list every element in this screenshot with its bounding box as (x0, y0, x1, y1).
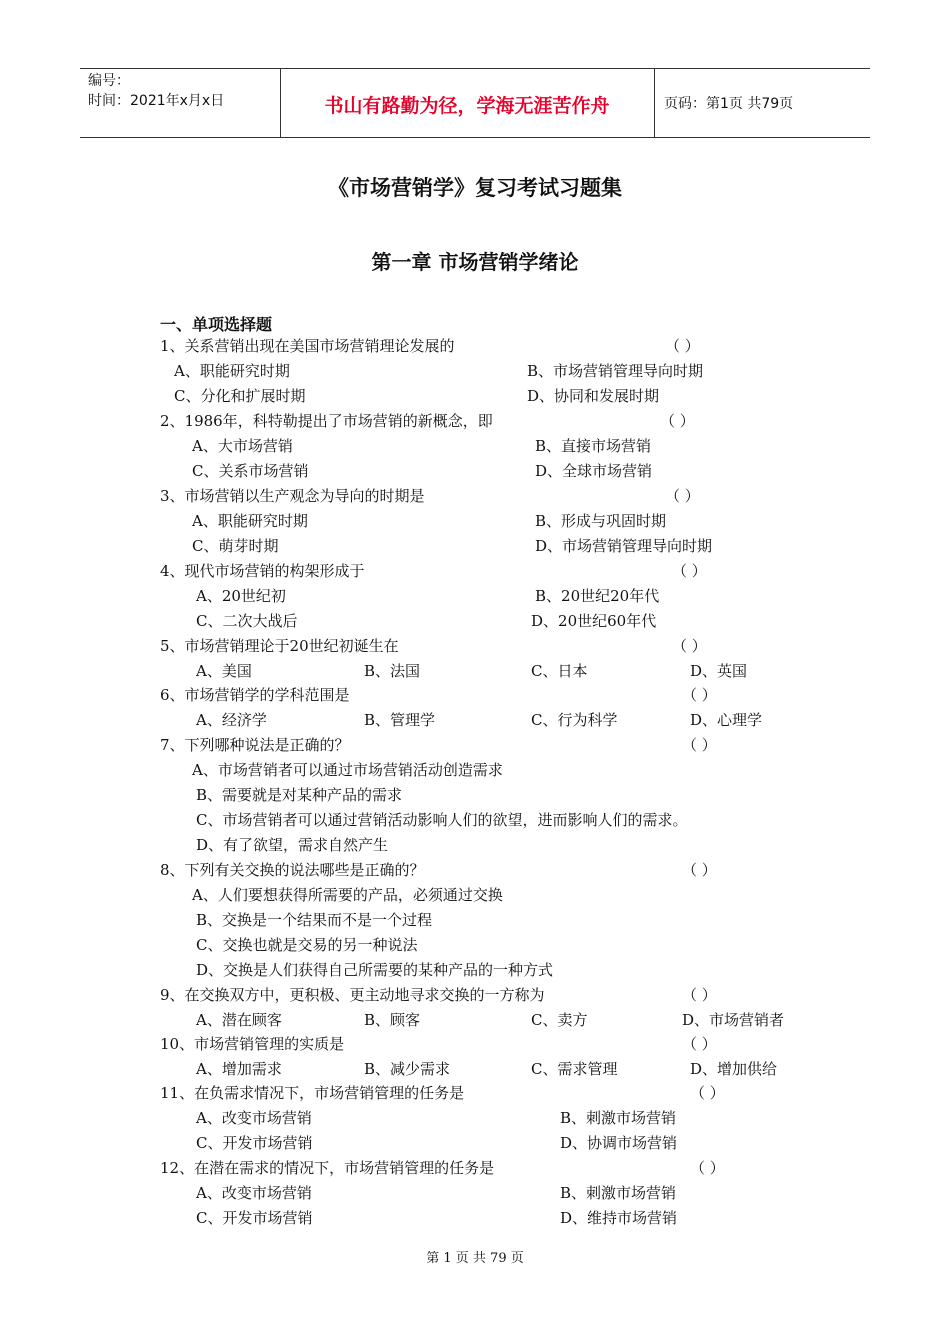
question-stem: 10、市场营销管理的实质是 (160, 1035, 345, 1053)
option: A、美国 (196, 662, 252, 680)
serial-label: 编号： (88, 73, 130, 89)
question-stem: 3、市场营销以生产观念为导向的时期是 (160, 487, 425, 505)
option: B、减少需求 (364, 1060, 451, 1078)
option: D、维持市场营销 (560, 1209, 678, 1227)
option: A、改变市场营销 (196, 1184, 312, 1202)
question-stem: 1、关系营销出现在美国市场营销理论发展的 (160, 337, 455, 355)
option: A、职能研究时期 (192, 512, 308, 530)
page-header-table (80, 68, 870, 138)
option: C、二次大战后 (196, 612, 298, 630)
option: A、改变市场营销 (196, 1109, 312, 1127)
option: A、20世纪初 (196, 587, 286, 605)
option: C、行为科学 (531, 711, 618, 729)
option: C、需求管理 (531, 1060, 618, 1078)
question-stem: 8、下列有关交换的说法哪些是正确的？ (160, 861, 425, 879)
option: D、全球市场营销 (535, 462, 653, 480)
answer-paren: （ ） (672, 637, 707, 655)
answer-paren: （ ） (672, 562, 707, 580)
option: C、交换也就是交易的另一种说法 (196, 936, 418, 954)
answer-paren: （ ） (682, 1035, 717, 1053)
answer-paren: （ ） (665, 337, 700, 355)
question-stem: 7、下列哪种说法是正确的？ (160, 736, 350, 754)
option: D、协调市场营销 (560, 1134, 678, 1152)
option: A、大市场营销 (192, 437, 293, 455)
answer-paren: （ ） (682, 736, 717, 754)
option: C、萌芽时期 (192, 537, 279, 555)
question-stem: 4、现代市场营销的构架形成于 (160, 562, 365, 580)
header-left-cell (88, 71, 224, 111)
header-motto: 书山有路勤为径，学海无涯苦作舟 (324, 95, 610, 117)
option: B、刺激市场营销 (560, 1184, 677, 1202)
option: D、市场营销者 (682, 1011, 785, 1029)
option: C、卖方 (531, 1011, 588, 1029)
option: B、形成与巩固时期 (535, 512, 667, 530)
answer-paren: （ ） (660, 412, 695, 430)
answer-paren: （ ） (690, 1084, 725, 1102)
option: C、关系市场营销 (192, 462, 309, 480)
option: D、英国 (690, 662, 748, 680)
option: C、日本 (531, 662, 588, 680)
answer-paren: （ ） (682, 986, 717, 1004)
option: A、职能研究时期 (174, 362, 290, 380)
question-stem: 11、在负需求情况下，市场营销管理的任务是 (160, 1084, 465, 1102)
header-divider (280, 69, 281, 137)
question-stem: 6、市场营销学的学科范围是 (160, 686, 350, 704)
option: A、增加需求 (196, 1060, 282, 1078)
option: B、20世纪20年代 (535, 587, 660, 605)
option: B、交换是一个结果而不是一个过程 (196, 911, 433, 929)
option: A、人们要想获得所需要的产品，必须通过交换 (192, 886, 503, 904)
option: C、市场营销者可以通过营销活动影响人们的欲望，进而影响人们的需求。 (196, 811, 688, 829)
option: C、开发市场营销 (196, 1134, 313, 1152)
header-divider (654, 69, 655, 137)
option: B、需要就是对某种产品的需求 (196, 786, 403, 804)
option: D、协同和发展时期 (527, 387, 660, 405)
option: D、市场营销管理导向时期 (535, 537, 713, 555)
page-footer: 第 1 页 共 79 页 (426, 1251, 524, 1266)
option: C、开发市场营销 (196, 1209, 313, 1227)
header-page-info: 页码：第1页 共79页 (664, 96, 794, 112)
option: D、有了欲望，需求自然产生 (196, 836, 389, 854)
option: B、刺激市场营销 (560, 1109, 677, 1127)
option: A、潜在顾客 (196, 1011, 282, 1029)
option: B、顾客 (364, 1011, 421, 1029)
answer-paren: （ ） (682, 686, 717, 704)
option: B、法国 (364, 662, 421, 680)
question-stem: 12、在潜在需求的情况下，市场营销管理的任务是 (160, 1159, 495, 1177)
time-label: 时间：2021年x月x日 (88, 93, 225, 109)
option: A、市场营销者可以通过市场营销活动创造需求 (192, 761, 503, 779)
answer-paren: （ ） (665, 487, 700, 505)
section-heading: 一、单项选择题 (160, 315, 273, 334)
question-stem: 5、市场营销理论于20世纪初诞生在 (160, 637, 399, 655)
option: D、增加供给 (690, 1060, 778, 1078)
chapter-heading: 第一章 市场营销学绪论 (371, 250, 579, 274)
option: B、市场营销管理导向时期 (527, 362, 704, 380)
question-stem: 9、在交换双方中，更积极、更主动地寻求交换的一方称为 (160, 986, 545, 1004)
option: B、管理学 (364, 711, 436, 729)
answer-paren: （ ） (682, 861, 717, 879)
document-title: 《市场营销学》复习考试习题集 (328, 176, 622, 200)
answer-paren: （ ） (690, 1159, 725, 1177)
option: C、分化和扩展时期 (174, 387, 306, 405)
option: D、交换是人们获得自己所需要的某种产品的一种方式 (196, 961, 554, 979)
option: D、20世纪60年代 (531, 612, 657, 630)
option: B、直接市场营销 (535, 437, 652, 455)
question-stem: 2、1986年，科特勒提出了市场营销的新概念，即 (160, 412, 493, 430)
option: A、经济学 (196, 711, 267, 729)
option: D、心理学 (690, 711, 763, 729)
